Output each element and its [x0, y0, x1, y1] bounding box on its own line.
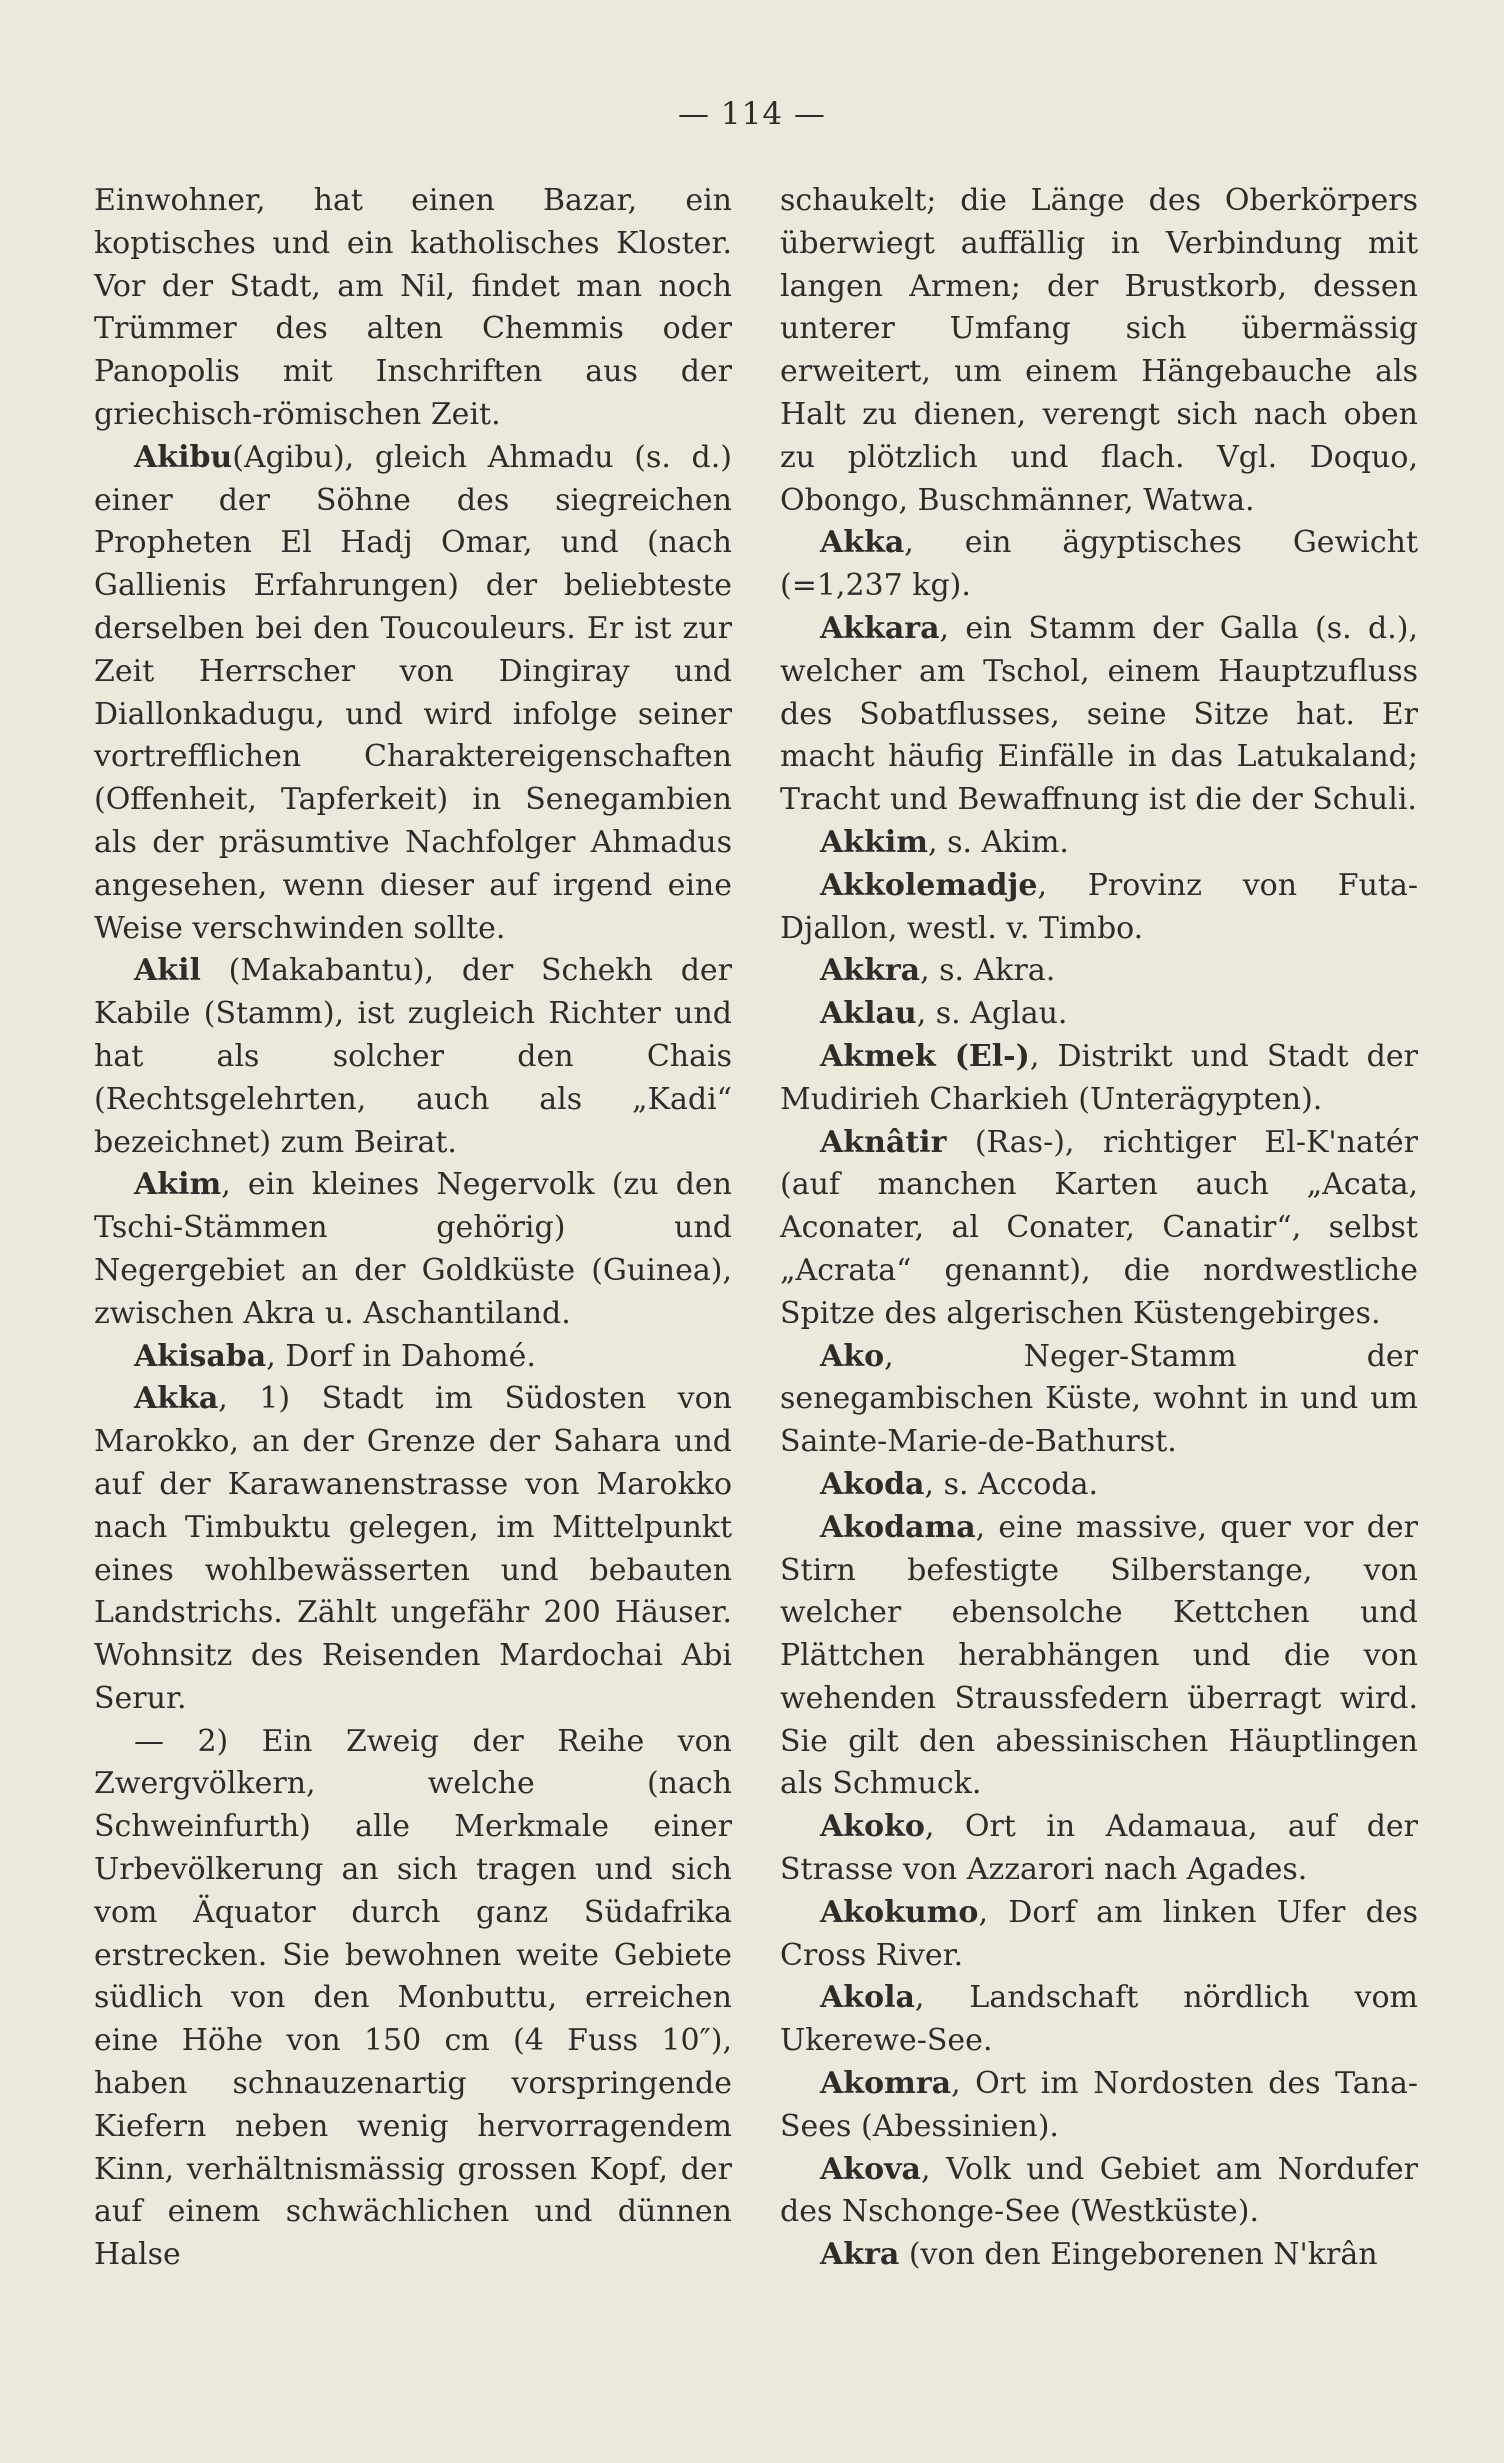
- entry-headword: Akra: [820, 2237, 900, 2273]
- entry-text: , s. Akim.: [928, 824, 1069, 860]
- entry-paragraph: [780, 1122, 1418, 1336]
- entry-text: , s. Accoda.: [924, 1466, 1098, 1502]
- entry-paragraph: [780, 522, 1418, 608]
- entry-paragraph: [780, 180, 1418, 522]
- entry-text: , 1) Stadt im Südosten von Marokko, an der Grenze der Sahara und auf der Karawanenstrasse von Marokko nach Timbuktu gelegen, im Mittelpunkt eines wohlbewässerten und bebauten Landstrichs. Zählt ungefähr 200 Häuser. Wohnsitz des Reisenden Mardochai Abi Serur.: [94, 1381, 732, 1716]
- entry-paragraph: [780, 2149, 1418, 2235]
- entry-paragraph: [780, 1892, 1418, 1978]
- entry-text: , ein ägyptisches Gewicht (=1,237 kg).: [780, 525, 1418, 604]
- entry-text: , Landschaft nördlich vom Ukerewe-See.: [780, 1980, 1418, 2059]
- entry-headword: Akisaba: [134, 1338, 267, 1374]
- entry-paragraph: [780, 865, 1418, 951]
- right-column: [780, 180, 1418, 2277]
- entry-paragraph: [780, 1977, 1418, 2063]
- entry-text: , Provinz von Futa-Djallon, westl. v. Timbo.: [780, 867, 1418, 946]
- entry-headword: Akim: [134, 1167, 222, 1203]
- entry-headword: Akova: [820, 2151, 921, 2187]
- entry-text: (von den Eingeborenen N'krân: [899, 2237, 1378, 2273]
- page-number: — 114 —: [678, 96, 826, 132]
- entry-text: (Ras-), richtiger El-K'natér (auf manchen Karten auch „Acata, Aconater, al Conater, Canatir“, selbst „Acrata“ genannt), die nordwestliche Spitze des algerischen Küstengebirges.: [780, 1124, 1418, 1331]
- entry-text: schaukelt; die Länge des Oberkörpers überwiegt auffällig in Verbindung mit langen Armen; der Brustkorb, dessen unterer Umfang sich übermässig erweitert, um einem Hängebauche als Halt zu dienen, verengt sich nach oben zu plötzlich und flach. Vgl. Doquo, Obongo, Buschmänner, Watwa.: [780, 183, 1418, 518]
- entry-paragraph: [94, 1164, 732, 1335]
- entry-headword: Akoda: [820, 1466, 925, 1502]
- entry-headword: Akibu: [134, 439, 233, 475]
- entry-text: (Makabantu), der Schekh der Kabile (Stamm), ist zugleich Richter und hat als solcher den Chais (Rechtsgelehrten, auch als „Kadi“ bezeichnet) zum Beirat.: [94, 953, 732, 1160]
- entry-headword: Akodama: [820, 1509, 976, 1545]
- entry-text: , Dorf am linken Ufer des Cross River.: [780, 1894, 1418, 1973]
- entry-paragraph: [94, 437, 732, 951]
- entry-headword: Aklau: [820, 996, 917, 1032]
- entry-text: Einwohner, hat einen Bazar, ein koptisches und ein katholisches Kloster. Vor der Stadt, am Nil, findet man noch Trümmer des alten Chemmis oder Panopolis mit Inschriften aus der griechisch-römischen Zeit.: [94, 183, 732, 432]
- entry-headword: Akoko: [820, 1809, 925, 1845]
- entry-paragraph: [780, 1036, 1418, 1122]
- entry-headword: Akkim: [820, 824, 928, 860]
- entry-text: , s. Akra.: [920, 953, 1056, 989]
- entry-paragraph: [780, 2234, 1418, 2277]
- entry-paragraph: [780, 1464, 1418, 1507]
- entry-paragraph: [94, 1378, 732, 1720]
- entry-headword: Akomra: [820, 2066, 952, 2102]
- entry-headword: Ako: [820, 1338, 885, 1374]
- entry-text: , Ort im Nordosten des Tana-Sees (Abessinien).: [780, 2066, 1418, 2144]
- entry-headword: Akkolemadje: [820, 867, 1038, 903]
- entry-paragraph: [780, 1507, 1418, 1807]
- entry-paragraph: [780, 2063, 1418, 2149]
- entry-headword: Akmek (El-): [820, 1038, 1030, 1074]
- entry-headword: Aknâtir: [820, 1124, 947, 1160]
- entry-paragraph: [780, 608, 1418, 822]
- entry-paragraph: [780, 1806, 1418, 1892]
- entry-paragraph: [780, 822, 1418, 865]
- entry-headword: Akil: [134, 953, 201, 989]
- entry-text: , Dorf in Dahomé.: [266, 1338, 536, 1374]
- entry-text: — 2) Ein Zweig der Reihe von Zwergvölkern, welche (nach Schweinfurth) alle Merkmale einer Urbevölkerung an sich tragen und sich vom Äquator durch ganz Südafrika erstrecken. Sie bewohnen weite Gebiete südlich von den Monbuttu, erreichen eine Höhe von 150 cm (4 Fuss 10″), haben schnauzenartig vorspringende Kiefern neben wenig hervorragendem Kinn, verhältnismässig grossen Kopf, der auf einem schwächlichen und dünnen Halse: [94, 1723, 732, 2273]
- entry-paragraph: [94, 1721, 732, 2277]
- entry-headword: Akkra: [820, 953, 921, 989]
- entry-headword: Akola: [820, 1980, 915, 2016]
- entry-text: , s. Aglau.: [916, 996, 1068, 1032]
- entry-text: (Agibu), gleich Ahmadu (s. d.) einer der Söhne des siegreichen Propheten El Hadj Omar, und (nach Gallienis Erfahrungen) der beliebteste derselben bei den Toucouleurs. Er ist zur Zeit Herrscher von Dingiray und Diallonkadugu, und wird infolge seiner vortrefflichen Charaktereigenschaften (Offenheit, Tapferkeit) in Senegambien als der präsumtive Nachfolger Ahmadus angesehen, wenn dieser auf irgend eine Weise verschwinden sollte.: [94, 439, 732, 946]
- entry-headword: Akkara: [820, 610, 940, 646]
- entry-paragraph: [780, 993, 1418, 1036]
- entry-text: , Distrikt und Stadt der Mudirieh Charkieh (Unterägypten).: [780, 1038, 1418, 1117]
- entry-paragraph: [780, 1336, 1418, 1464]
- entry-headword: Akka: [820, 525, 905, 561]
- left-column: [94, 180, 732, 2277]
- entry-paragraph: [94, 180, 732, 437]
- entry-paragraph: [780, 950, 1418, 993]
- entry-paragraph: [94, 950, 732, 1164]
- entry-text: , Neger-Stamm der senegambischen Küste, wohnt in und um Sainte-Marie-de-Bathurst.: [780, 1338, 1418, 1460]
- entry-headword: Akka: [134, 1381, 219, 1417]
- entry-text: , Volk und Gebiet am Nordufer des Nschonge-See (Westküste).: [780, 2151, 1418, 2230]
- entry-text: , eine massive, quer vor der Stirn befestigte Silberstange, von welcher ebensolche Kettchen und Plättchen herabhängen und die von wehenden Straussfedern überragt wird. Sie gilt den abessinischen Häuptlingen als Schmuck.: [780, 1509, 1418, 1802]
- entry-headword: Akokumo: [820, 1894, 979, 1930]
- entry-text: , Ort in Adamaua, auf der Strasse von Azzarori nach Agades.: [780, 1809, 1418, 1888]
- entry-text: , ein Stamm der Galla (s. d.), welcher am Tschol, einem Hauptzufluss des Sobatflusses, seine Sitze hat. Er macht häufig Einfälle in das Latukaland; Tracht und Bewaffnung ist die der Schuli.: [780, 610, 1418, 818]
- entry-text: , ein kleines Negervolk (zu den Tschi-Stämmen gehörig) und Negergebiet an der Goldküste (Guinea), zwischen Akra u. Aschantiland.: [94, 1167, 732, 1331]
- entry-paragraph: [94, 1336, 732, 1379]
